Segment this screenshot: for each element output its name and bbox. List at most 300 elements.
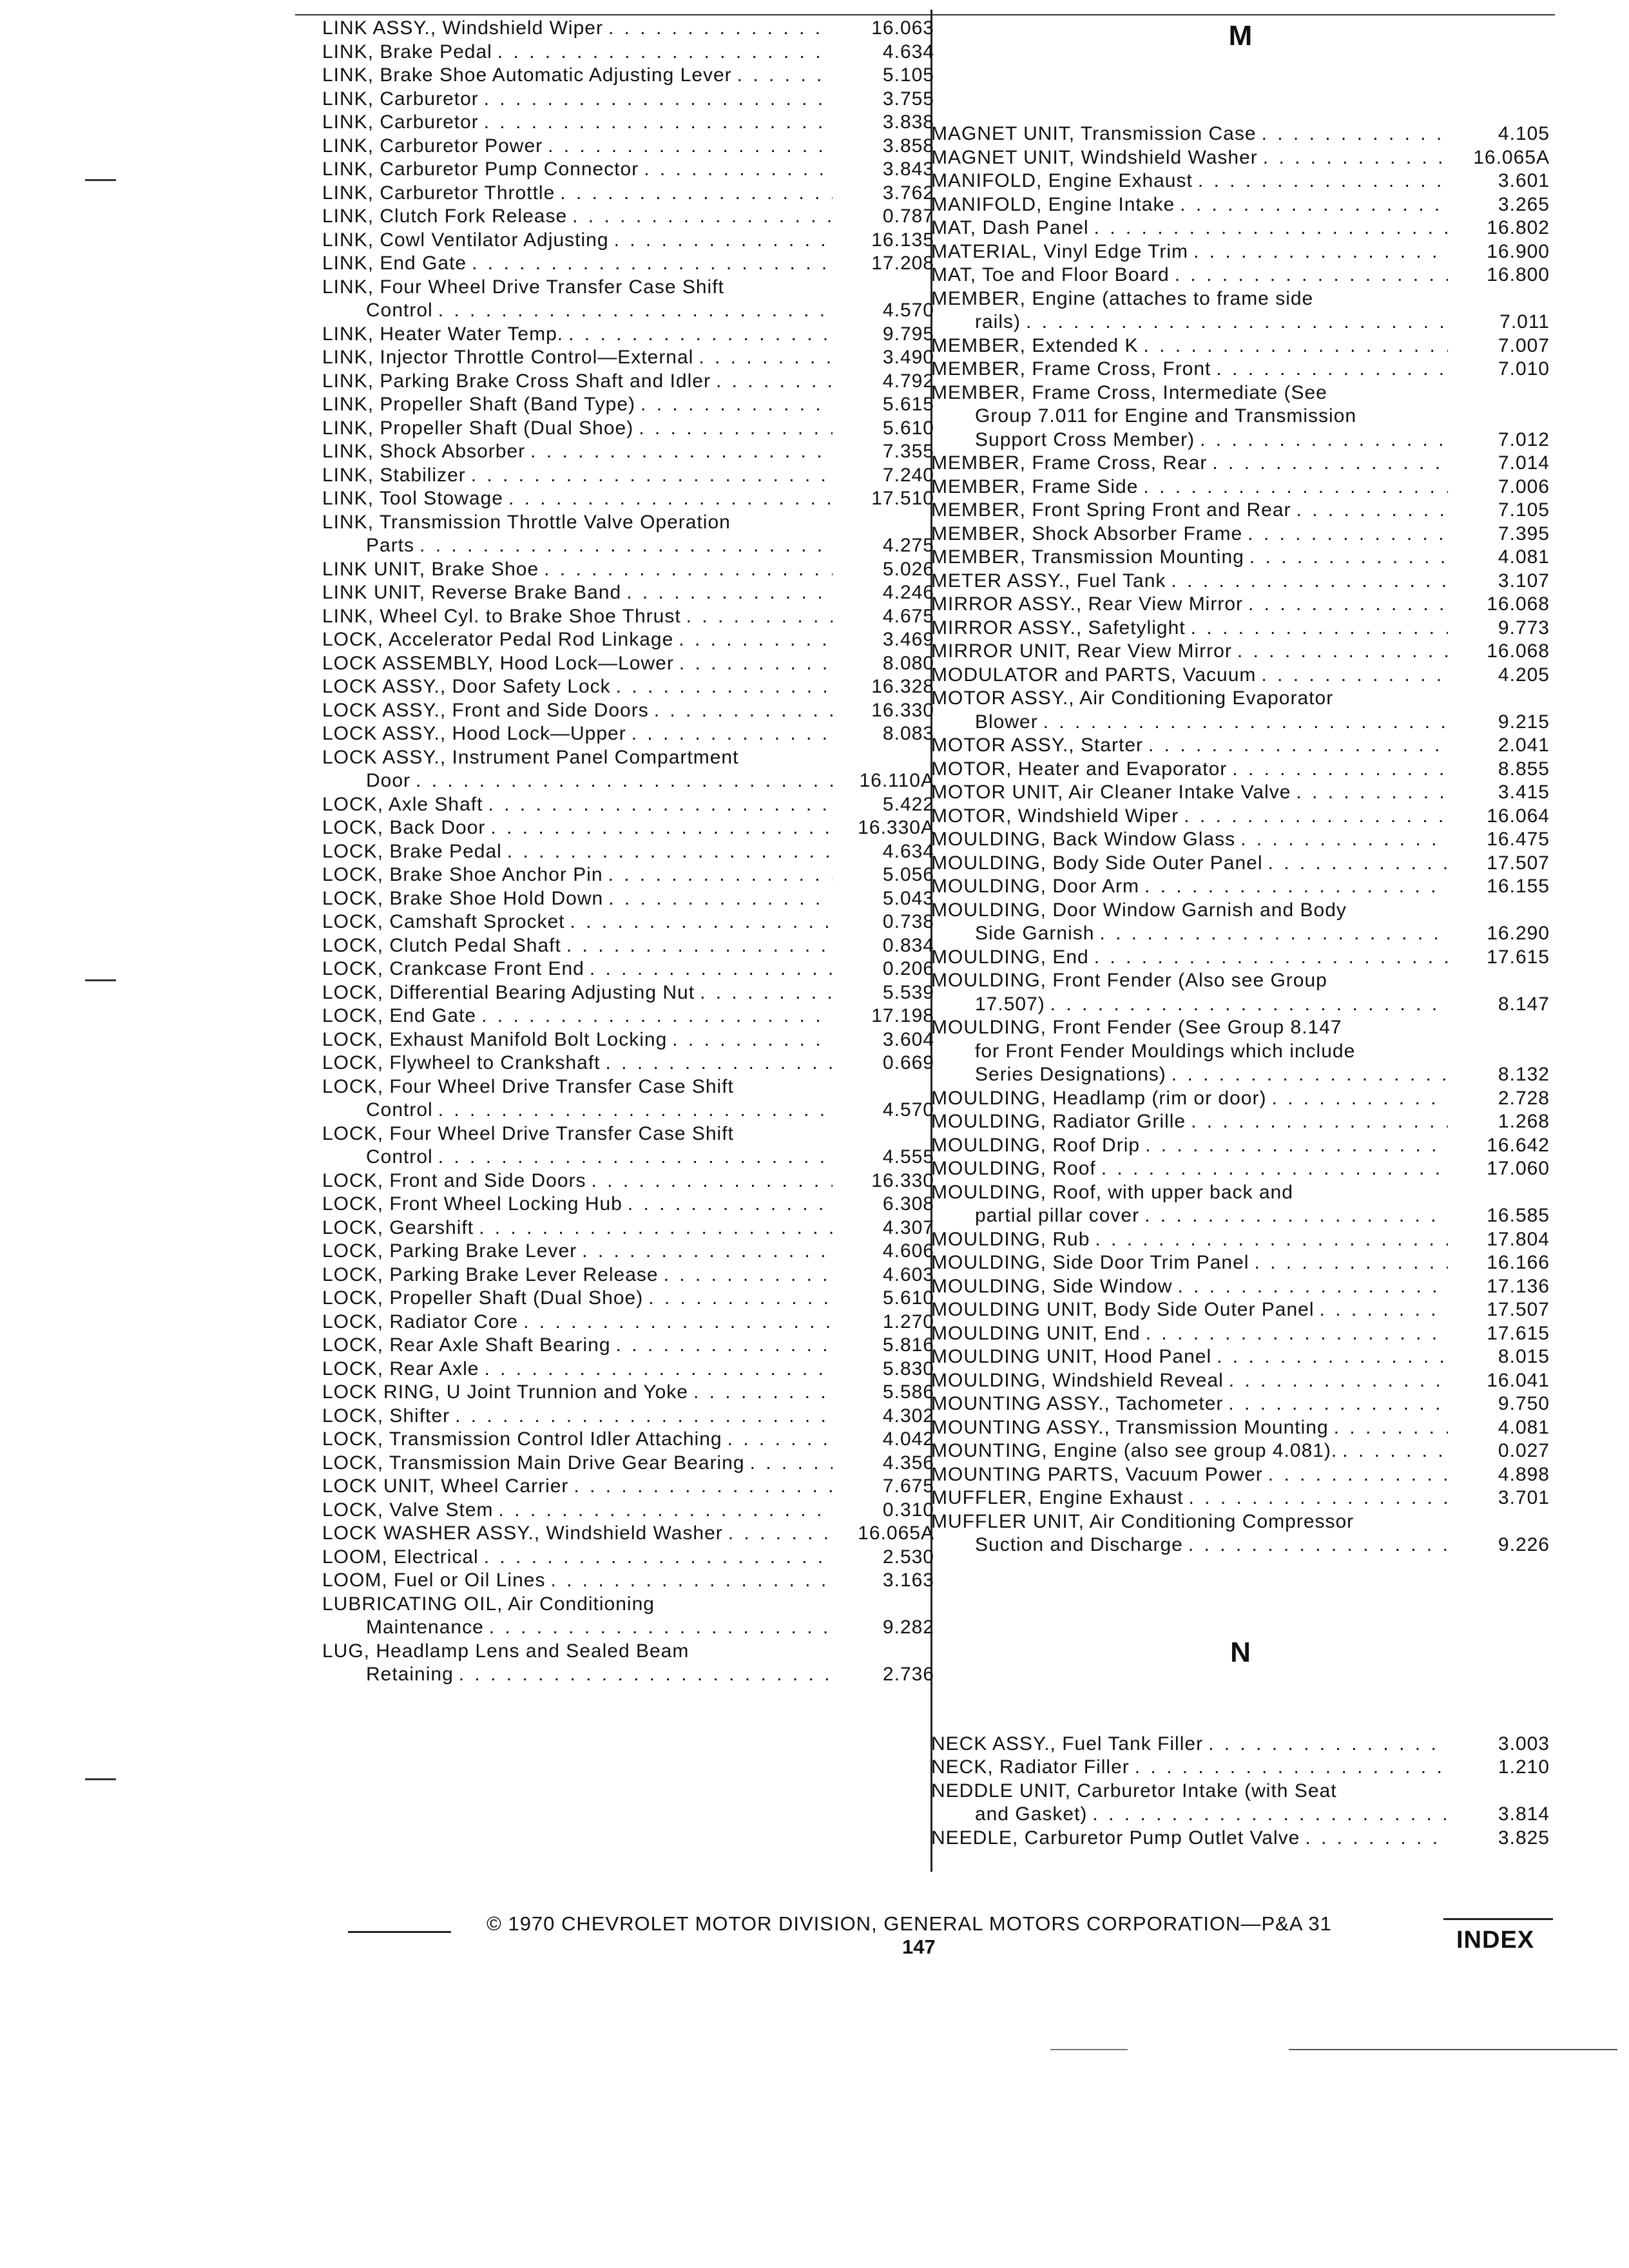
index-entry xyxy=(931,852,1550,876)
dot-leader xyxy=(419,534,833,558)
index-entry xyxy=(322,1028,934,1052)
index-entry xyxy=(322,1358,934,1381)
entry-text: 17.507) xyxy=(975,993,1045,1015)
entry-text: LINK, Brake Pedal xyxy=(322,41,492,62)
index-entry xyxy=(931,1345,1550,1369)
entry-text: MOULDING, Roof Drip xyxy=(931,1134,1141,1156)
dot-leader xyxy=(700,981,833,1005)
index-entry xyxy=(931,1016,1550,1087)
index-entry xyxy=(931,1510,1550,1557)
dot-leader xyxy=(728,1522,833,1546)
dot-leader xyxy=(1180,193,1448,217)
entry-text: MAT, Dash Panel xyxy=(931,217,1089,238)
entry-text: LINK, Carburetor Pump Connector xyxy=(322,159,639,180)
index-entry xyxy=(931,758,1550,782)
entry-text: MEMBER, Frame Cross, Front xyxy=(931,358,1211,380)
entry-page-ref: 7.105 xyxy=(1498,499,1550,521)
dot-leader xyxy=(471,464,833,488)
entry-page-ref: 17.804 xyxy=(1487,1228,1550,1250)
entry-text: LINK, Carburetor Power xyxy=(322,135,543,157)
entry-page-ref: 4.603 xyxy=(882,1264,934,1285)
entry-page-ref: 2.041 xyxy=(1498,735,1550,756)
index-entry xyxy=(931,264,1550,287)
index-entry xyxy=(322,1499,934,1523)
index-entry xyxy=(322,722,934,746)
entry-page-ref: 3.415 xyxy=(1498,782,1550,803)
index-entry xyxy=(931,805,1550,829)
index-entry xyxy=(322,417,934,441)
dot-leader xyxy=(1143,334,1448,358)
dot-leader xyxy=(1188,1486,1448,1510)
entry-page-ref: 4.606 xyxy=(882,1240,934,1262)
entry-page-ref: 4.675 xyxy=(882,605,934,627)
dot-leader xyxy=(484,1358,833,1381)
dot-leader xyxy=(1198,169,1448,193)
section-letter-n: N xyxy=(1230,1636,1251,1668)
entry-text: LINK, Parking Brake Cross Shaft and Idler xyxy=(322,370,711,392)
entry-page-ref: 3.003 xyxy=(1498,1733,1550,1754)
section-letter-m: M xyxy=(1228,20,1253,52)
entry-page-ref: 0.669 xyxy=(882,1052,934,1073)
index-entry xyxy=(931,499,1550,523)
entry-page-ref: 9.750 xyxy=(1498,1393,1550,1414)
dot-leader xyxy=(566,934,833,958)
entry-page-ref: 16.328 xyxy=(871,676,934,697)
entry-text: LOCK, Crankcase Front End xyxy=(322,958,584,979)
entry-page-ref: 17.198 xyxy=(871,1005,934,1026)
entry-text: MEMBER, Front Spring Front and Rear xyxy=(931,499,1291,521)
dot-leader xyxy=(481,1004,833,1028)
entry-text: LOCK, Differential Bearing Adjusting Nut xyxy=(322,981,695,1003)
entry-page-ref: 4.081 xyxy=(1498,546,1550,568)
entry-page-ref: 16.330 xyxy=(871,1169,934,1191)
dot-leader xyxy=(488,793,833,817)
entry-text: LINK, Four Wheel Drive Transfer Case Shift xyxy=(322,276,724,298)
entry-text: LOCK RING, U Joint Trunnion and Yoke xyxy=(322,1381,688,1403)
entry-text: LINK, Carburetor Throttle xyxy=(322,182,555,204)
index-entry xyxy=(322,205,934,229)
index-entry xyxy=(322,1075,934,1122)
entry-page-ref: 4.302 xyxy=(882,1405,934,1427)
entry-text: LUG, Headlamp Lens and Sealed Beam xyxy=(322,1640,689,1662)
dot-leader xyxy=(1262,122,1448,146)
entry-text: MEMBER, Frame Cross, Intermediate (See xyxy=(931,381,1327,403)
index-entry xyxy=(931,334,1550,358)
entry-text: LOCK, Rear Axle xyxy=(322,1358,479,1379)
entry-text: MOULDING, Side Window xyxy=(931,1275,1173,1297)
entry-text: Control xyxy=(366,1146,433,1168)
index-entry xyxy=(931,1463,1550,1487)
entry-page-ref: 16.065A xyxy=(858,1523,934,1544)
dot-leader xyxy=(1148,734,1448,758)
dot-leader xyxy=(1232,758,1448,782)
entry-page-ref: 17.510 xyxy=(871,488,934,509)
index-entry xyxy=(931,1157,1550,1181)
dot-leader xyxy=(648,1287,833,1311)
index-entry xyxy=(931,734,1550,758)
index-entry xyxy=(322,1334,934,1358)
entry-text: MOULDING, Radiator Grille xyxy=(931,1111,1186,1132)
dot-leader xyxy=(1144,1204,1448,1228)
entry-page-ref: 17.136 xyxy=(1487,1275,1550,1297)
entry-page-ref: 16.330A xyxy=(858,817,934,838)
dot-leader xyxy=(616,675,833,699)
entry-page-ref: 4.555 xyxy=(882,1146,934,1168)
index-entry xyxy=(931,358,1550,381)
entry-text: LOCK, End Gate xyxy=(322,1005,477,1026)
entry-page-ref: 3.265 xyxy=(1498,193,1550,215)
entry-page-ref: 9.282 xyxy=(882,1617,934,1638)
entry-page-ref: 5.615 xyxy=(882,394,934,415)
index-entry xyxy=(931,1134,1550,1158)
entry-page-ref: 16.041 xyxy=(1487,1369,1550,1391)
entry-text: Blower xyxy=(975,711,1038,733)
index-entry xyxy=(322,276,934,323)
index-entry xyxy=(931,193,1550,217)
index-entry xyxy=(322,887,934,911)
entry-page-ref: 4.042 xyxy=(882,1428,934,1450)
dot-leader xyxy=(1254,1251,1448,1275)
entry-text: MEMBER, Shock Absorber Frame xyxy=(931,523,1243,544)
entry-text: LOCK ASSY., Hood Lock—Upper xyxy=(322,723,626,744)
entry-page-ref: 9.795 xyxy=(882,323,934,345)
dot-leader xyxy=(507,840,833,864)
index-entry xyxy=(931,1228,1550,1252)
entry-page-ref: 4.792 xyxy=(882,370,934,392)
index-entry xyxy=(931,1322,1550,1346)
index-entry xyxy=(322,934,934,958)
index-entry xyxy=(931,546,1550,570)
dot-leader xyxy=(664,1264,833,1287)
index-entry xyxy=(322,1169,934,1193)
dot-leader xyxy=(1043,711,1448,735)
entry-page-ref: 3.762 xyxy=(882,182,934,204)
entry-page-ref: 0.027 xyxy=(1498,1440,1550,1461)
dot-leader xyxy=(455,1405,833,1428)
entry-page-ref: 1.268 xyxy=(1498,1111,1550,1132)
index-entry xyxy=(322,581,934,605)
index-entry xyxy=(322,675,934,699)
entry-page-ref: 1.210 xyxy=(1498,1756,1550,1778)
entry-page-ref: 9.773 xyxy=(1498,617,1550,639)
entry-text: LOCK ASSY., Front and Side Doors xyxy=(322,699,649,721)
entry-text: LINK, Transmission Throttle Valve Operation xyxy=(322,511,731,533)
entry-text: LOCK, Front and Side Doors xyxy=(322,1169,586,1191)
dot-leader xyxy=(550,1569,833,1593)
dot-leader xyxy=(1095,1228,1448,1252)
dot-leader xyxy=(1305,1827,1448,1850)
dot-leader xyxy=(1144,875,1448,899)
section-m-entries xyxy=(931,122,1550,1557)
entry-text: rails) xyxy=(975,311,1021,332)
entry-text: MOTOR, Windshield Wiper xyxy=(931,805,1179,827)
entry-page-ref: 7.010 xyxy=(1498,358,1550,380)
index-entry xyxy=(322,1452,934,1475)
dot-leader xyxy=(1094,216,1448,240)
dot-leader xyxy=(1099,922,1448,946)
entry-page-ref: 5.056 xyxy=(882,864,934,885)
index-entry xyxy=(322,1405,934,1428)
index-entry xyxy=(322,182,934,206)
entry-text: MEMBER, Extended K xyxy=(931,334,1139,356)
index-entry xyxy=(322,487,934,511)
dot-leader xyxy=(459,1663,833,1687)
entry-text: LINK, Wheel Cyl. to Brake Shoe Thrust xyxy=(322,605,681,627)
dot-leader xyxy=(1191,617,1448,640)
index-entry xyxy=(322,1052,934,1075)
entry-page-ref: 0.738 xyxy=(882,911,934,932)
dot-leader xyxy=(499,1499,833,1523)
dot-leader xyxy=(644,158,833,182)
index-entry xyxy=(931,169,1550,193)
index-entry xyxy=(322,652,934,676)
entry-page-ref: 7.007 xyxy=(1498,334,1550,356)
entry-page-ref: 6.308 xyxy=(882,1193,934,1215)
entry-text: LINK, Shock Absorber xyxy=(322,441,526,462)
entry-text: MODULATOR and PARTS, Vacuum xyxy=(931,664,1257,686)
entry-page-ref: 16.065A xyxy=(1473,146,1550,168)
entry-page-ref: 16.155 xyxy=(1487,876,1550,897)
dot-leader xyxy=(484,88,833,111)
dot-leader xyxy=(530,440,833,464)
entry-text: LOCK, Propeller Shaft (Dual Shoe) xyxy=(322,1287,644,1309)
dot-leader xyxy=(1184,805,1448,829)
entry-text: LINK, Stabilizer xyxy=(322,464,466,486)
entry-text: MOUNTING ASSY., Tachometer xyxy=(931,1393,1224,1414)
entry-text: LOCK, Gearshift xyxy=(322,1216,474,1238)
dot-leader xyxy=(1249,546,1448,570)
dot-leader xyxy=(484,1546,833,1570)
index-entry xyxy=(931,1392,1550,1416)
entry-text: LOCK UNIT, Wheel Carrier xyxy=(322,1475,569,1497)
index-entry xyxy=(322,41,934,64)
entry-page-ref: 17.208 xyxy=(871,253,934,274)
entry-page-ref: 3.701 xyxy=(1498,1487,1550,1508)
entry-text: LINK, Carburetor xyxy=(322,88,479,110)
entry-text: LOCK, Parking Brake Lever xyxy=(322,1240,577,1262)
index-entry xyxy=(322,1311,934,1334)
entry-text: LOCK ASSY., Instrument Panel Compartment xyxy=(322,746,739,768)
entry-text: LINK, Brake Shoe Automatic Adjusting Lever xyxy=(322,64,732,86)
dot-leader xyxy=(438,1099,833,1122)
entry-page-ref: 4.275 xyxy=(882,535,934,556)
index-entry xyxy=(931,969,1550,1016)
entry-text: LINK, Carburetor xyxy=(322,111,479,133)
entry-page-ref: 16.642 xyxy=(1487,1134,1550,1156)
entry-page-ref: 3.490 xyxy=(882,347,934,368)
dot-leader xyxy=(1268,852,1448,876)
dot-leader xyxy=(1228,1392,1448,1416)
dot-leader xyxy=(590,957,833,981)
dot-leader xyxy=(1094,946,1448,970)
dot-leader xyxy=(1175,264,1448,287)
dot-leader xyxy=(438,299,833,323)
dot-leader xyxy=(582,1240,833,1264)
index-entry xyxy=(931,570,1550,593)
entry-text: MIRROR UNIT, Rear View Mirror xyxy=(931,640,1232,662)
entry-page-ref: 7.014 xyxy=(1498,452,1550,474)
index-entry xyxy=(931,640,1550,664)
dot-leader xyxy=(438,1146,833,1169)
entry-page-ref: 8.080 xyxy=(882,652,934,674)
index-entry xyxy=(322,370,934,394)
dot-leader xyxy=(574,1475,833,1499)
dot-leader xyxy=(1320,1298,1448,1322)
entry-text: LINK UNIT, Brake Shoe xyxy=(322,558,539,580)
entry-text: and Gasket) xyxy=(975,1803,1088,1825)
entry-text: LINK, End Gate xyxy=(322,253,467,274)
entry-page-ref: 3.838 xyxy=(882,111,934,133)
dot-leader xyxy=(560,182,833,206)
entry-page-ref: 16.166 xyxy=(1487,1252,1550,1273)
index-entry xyxy=(931,617,1550,640)
index-entry xyxy=(322,1240,934,1264)
entry-page-ref: 4.246 xyxy=(882,582,934,603)
index-entry xyxy=(931,1251,1550,1275)
index-entry xyxy=(931,946,1550,970)
index-entry xyxy=(931,1756,1550,1780)
index-entry xyxy=(931,664,1550,687)
entry-text: MOULDING, Headlamp (rim or door) xyxy=(931,1087,1267,1109)
entry-page-ref: 8.083 xyxy=(882,723,934,744)
entry-text: LOCK ASSEMBLY, Hood Lock—Lower xyxy=(322,652,674,674)
index-entry xyxy=(322,1264,934,1287)
entry-page-ref: 17.615 xyxy=(1487,1322,1550,1344)
entry-page-ref: 3.843 xyxy=(882,159,934,180)
dot-leader xyxy=(614,229,833,253)
index-entry xyxy=(931,122,1550,146)
dot-leader xyxy=(716,370,833,394)
entry-page-ref: 4.570 xyxy=(882,300,934,321)
entry-text: LOCK, Front Wheel Locking Hub xyxy=(322,1193,622,1215)
index-entry xyxy=(931,828,1550,852)
index-entry xyxy=(322,17,934,41)
entry-text: LOCK, Valve Stem xyxy=(322,1499,494,1521)
index-entry xyxy=(322,1004,934,1028)
entry-text: MOUNTING ASSY., Transmission Mounting xyxy=(931,1416,1329,1438)
entry-page-ref: 16.068 xyxy=(1487,640,1550,662)
index-entry xyxy=(931,1110,1550,1134)
dot-leader xyxy=(1271,1087,1448,1111)
entry-text: NECK, Radiator Filler xyxy=(931,1756,1130,1778)
entry-text: MOULDING, Door Arm xyxy=(931,876,1140,897)
entry-page-ref: 4.898 xyxy=(1498,1463,1550,1485)
entry-text: LOCK, Accelerator Pedal Rod Linkage xyxy=(322,629,674,650)
footer-index-label: INDEX xyxy=(1456,1927,1535,1954)
index-entry xyxy=(322,464,934,488)
entry-page-ref: 7.006 xyxy=(1498,476,1550,497)
entry-text: LOCK, Clutch Pedal Shaft xyxy=(322,934,561,956)
dot-leader xyxy=(679,652,833,676)
index-entry xyxy=(322,981,934,1005)
entry-text: NECK ASSY., Fuel Tank Filler xyxy=(931,1733,1204,1754)
footer-page-number: 147 xyxy=(902,1936,936,1958)
dot-leader xyxy=(728,1428,833,1452)
entry-text: LOCK, Camshaft Sprocket xyxy=(322,911,565,932)
entry-text: Maintenance xyxy=(366,1617,484,1638)
entry-text: LOOM, Fuel or Oil Lines xyxy=(322,1570,546,1591)
dot-leader xyxy=(1171,1063,1448,1087)
entry-text: Door xyxy=(366,770,411,791)
entry-page-ref: 5.422 xyxy=(882,793,934,815)
dot-leader xyxy=(416,769,833,793)
dot-leader xyxy=(490,816,833,840)
entry-page-ref: 5.830 xyxy=(882,1358,934,1379)
entry-text: Side Garnish xyxy=(975,923,1095,944)
entry-page-ref: 3.469 xyxy=(882,629,934,650)
entry-page-ref: 16.064 xyxy=(1487,805,1550,827)
index-entry xyxy=(322,229,934,253)
entry-text: LINK, Propeller Shaft (Band Type) xyxy=(322,394,636,415)
dot-leader xyxy=(1193,240,1448,264)
index-entry xyxy=(931,1298,1550,1322)
entry-page-ref: 7.011 xyxy=(1499,311,1550,332)
dot-leader xyxy=(1200,428,1448,452)
entry-page-ref: 4.634 xyxy=(882,840,934,862)
index-entry xyxy=(322,346,934,370)
dot-leader xyxy=(608,17,833,41)
index-entry xyxy=(322,863,934,887)
entry-text: MOULDING, Door Window Garnish and Body xyxy=(931,899,1347,921)
dot-leader xyxy=(616,1334,833,1358)
index-entry xyxy=(931,1486,1550,1510)
index-entry xyxy=(322,1381,934,1405)
dot-leader xyxy=(544,558,833,582)
entry-page-ref: 5.610 xyxy=(882,417,934,439)
dot-leader xyxy=(1248,523,1448,546)
entry-page-ref: 5.816 xyxy=(882,1334,934,1356)
entry-page-ref: 2.736 xyxy=(882,1664,934,1685)
index-entry xyxy=(322,252,934,276)
dot-leader xyxy=(1240,828,1448,852)
entry-text: LOCK, Transmission Control Idler Attaching xyxy=(322,1428,722,1450)
entry-page-ref: 17.507 xyxy=(1487,852,1550,874)
entry-page-ref: 3.858 xyxy=(882,135,934,157)
entry-text: MOULDING UNIT, End xyxy=(931,1322,1141,1344)
dot-leader xyxy=(1263,146,1448,170)
index-entry xyxy=(322,1546,934,1570)
margin-mark xyxy=(85,179,116,181)
entry-text: MAGNET UNIT, Windshield Washer xyxy=(931,146,1258,168)
entry-text: MUFFLER, Engine Exhaust xyxy=(931,1487,1184,1508)
dot-leader xyxy=(626,581,833,605)
dot-leader xyxy=(608,863,833,887)
index-entry xyxy=(931,1181,1550,1228)
entry-text: LOCK, Transmission Main Drive Gear Bearing xyxy=(322,1452,745,1474)
entry-page-ref: 16.900 xyxy=(1487,240,1550,262)
dot-leader xyxy=(1191,1110,1448,1134)
index-entry xyxy=(931,1827,1550,1850)
dot-leader xyxy=(641,393,833,417)
entry-text: LINK ASSY., Windshield Wiper xyxy=(322,17,603,39)
entry-text: MOTOR ASSY., Starter xyxy=(931,735,1143,756)
index-entry xyxy=(931,1733,1550,1756)
index-entry xyxy=(931,1087,1550,1111)
entry-page-ref: 4.307 xyxy=(882,1216,934,1238)
index-entry xyxy=(322,840,934,864)
index-entry xyxy=(931,240,1550,264)
index-entry xyxy=(931,216,1550,240)
entry-page-ref: 4.570 xyxy=(882,1099,934,1120)
entry-page-ref: 7.675 xyxy=(882,1475,934,1497)
entry-text: MOULDING, Roof, with upper back and xyxy=(931,1181,1293,1203)
entry-page-ref: 5.043 xyxy=(882,887,934,909)
entry-page-ref: 16.802 xyxy=(1487,217,1550,238)
entry-page-ref: 9.215 xyxy=(1498,711,1550,733)
index-entry xyxy=(931,452,1550,476)
index-entry xyxy=(322,793,934,817)
entry-text: MOUNTING, Engine (also see group 4.081). xyxy=(931,1440,1338,1461)
